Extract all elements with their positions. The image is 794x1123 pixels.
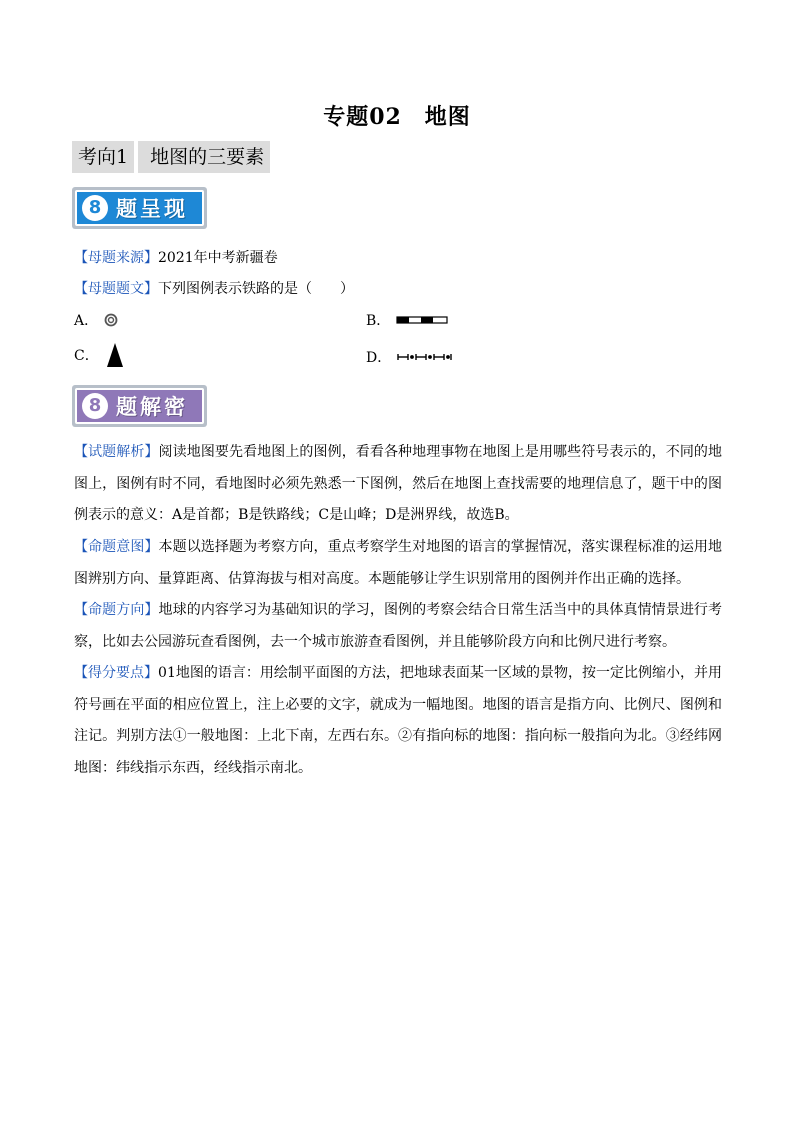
option-letter: D． — [366, 350, 392, 366]
key-points-label: 【得分要点】 — [74, 665, 159, 681]
swirl-logo-icon: 8 — [82, 195, 108, 221]
key-points-paragraph — [74, 658, 722, 784]
direction-text: 地球的内容学习为基础知识的学习，图例的考察会结合日常生活当中的具体真情情景进行考察，比如去公园游玩查看图例，去一个城市旅游查看图例，并且能够阶段方向和比例尺进行考察。 — [74, 602, 723, 650]
banner-label: 题呈现 — [116, 197, 188, 221]
source-label: 【母题来源】 — [74, 250, 158, 266]
section-title: 地图的三要素 — [138, 141, 270, 173]
direction-paragraph — [74, 595, 722, 658]
option-letter: B． — [366, 313, 391, 329]
option-c — [74, 342, 125, 368]
analysis-text: 阅读地图要先看地图上的图例，看看各种地理事物在地图上是用哪些符号表示的，不同的地图上，图例有时不同，看地图时必须先熟悉一下图例，然后在地图上查找需要的地理信息了，题干中的图例表示的意义：A是首都；B是铁路线；C是山峰；D是洲界线，故选B。 — [74, 444, 723, 523]
question-stem — [74, 278, 354, 298]
section-heading — [72, 141, 270, 173]
option-b — [366, 310, 448, 330]
stem-label: 【母题题文】 — [74, 281, 158, 297]
concentric-circle-icon — [104, 313, 118, 327]
option-letter: A． — [74, 313, 99, 329]
section-number: 考向1 — [72, 141, 134, 173]
option-d — [366, 347, 453, 367]
swirl-logo-icon: 8 — [82, 393, 108, 419]
boundary-line-icon — [397, 352, 453, 362]
option-a — [74, 310, 118, 330]
direction-label: 【命题方向】 — [74, 602, 159, 618]
mountain-peak-icon — [105, 342, 125, 368]
question-present-banner — [72, 187, 207, 229]
analysis-paragraph — [74, 437, 722, 532]
question-source — [74, 247, 278, 267]
key-points-text: 01地图的语言：用绘制平面图的方法，把地球表面某一区域的景物，按一定比例缩小，并用符号画在平面的相应位置上，注上必要的文字，就成为一幅地图。地图的语言是指方向、比例尺、图例和注记。判别方法①一般地图：上北下南，左西右东。②有指向标的地图：指向标一般指向为北。③经纬网地图：纬线指示东西，经线指示南北。 — [74, 665, 723, 776]
option-letter: C． — [74, 348, 99, 364]
source-text: 2021年中考新疆卷 — [158, 250, 278, 266]
intent-label: 【命题意图】 — [74, 539, 159, 555]
railway-symbol-icon — [396, 315, 448, 325]
intent-text: 本题以选择题为考察方向，重点考察学生对地图的语言的掌握情况，落实课程标准的运用地图辨别方向、量算距离、估算海拔与相对高度。本题能够让学生识别常用的图例并作出正确的选择。 — [74, 539, 723, 587]
intent-paragraph — [74, 532, 722, 595]
banner-label: 题解密 — [116, 395, 188, 419]
stem-text: 下列图例表示铁路的是（ ） — [158, 281, 354, 297]
analysis-label: 【试题解析】 — [74, 444, 159, 460]
question-answer-banner — [72, 385, 207, 427]
page-title: 专题02 地图 — [323, 104, 471, 130]
